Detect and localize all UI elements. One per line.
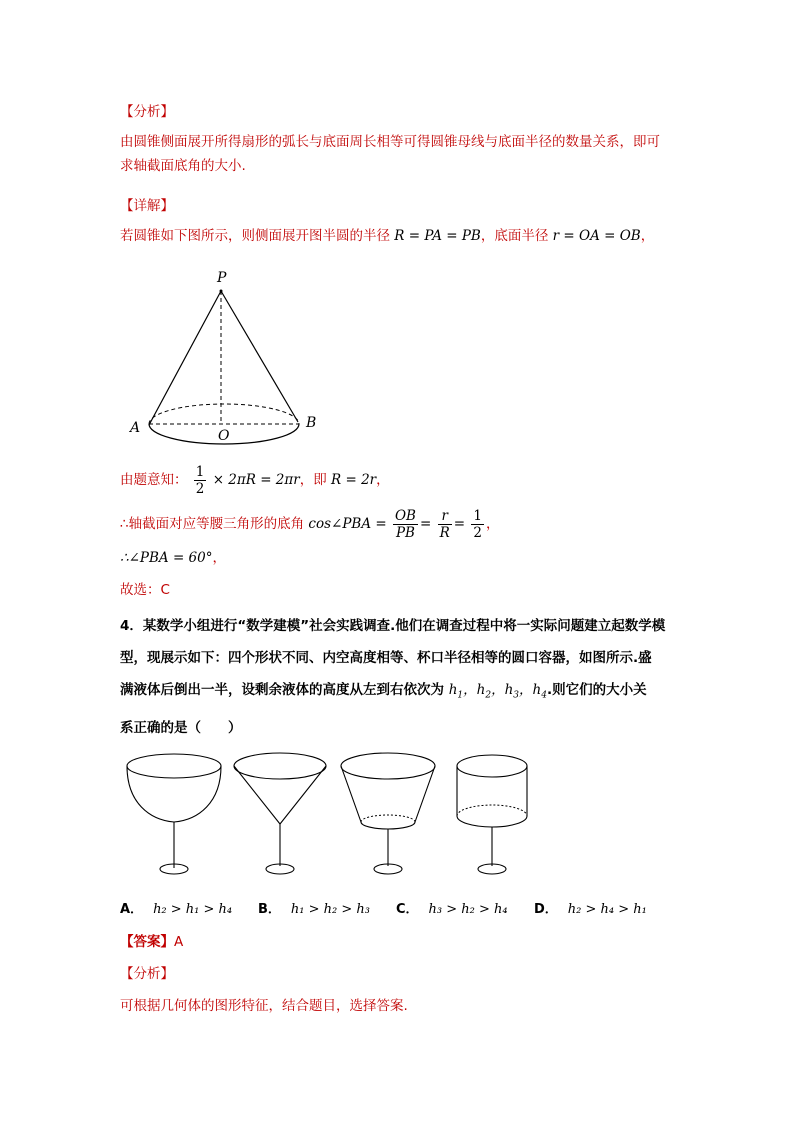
fraction-num: 1 xyxy=(195,463,205,480)
fraction-r-R xyxy=(438,508,452,541)
solution-line1 xyxy=(120,462,680,498)
cone-label-p: P xyxy=(217,270,227,286)
answer-line xyxy=(120,930,680,954)
choice-line xyxy=(120,578,680,602)
solution-line1-expr: × 2πR = 2πr xyxy=(212,472,300,488)
cone-figure xyxy=(120,262,340,452)
solution-line1-prefix: 由题意知： xyxy=(120,472,188,488)
fraction-num: r xyxy=(438,508,452,525)
solution-line1-result: R = 2r xyxy=(331,472,377,488)
solution-line2-end: ， xyxy=(485,516,500,532)
choice-label: 故选： xyxy=(120,582,161,598)
option-a-letter: A． xyxy=(120,902,144,917)
fraction-den: 2 xyxy=(195,480,205,497)
fraction-den: PB xyxy=(395,524,415,541)
detail-end: ， xyxy=(640,228,655,244)
option-a xyxy=(120,898,232,917)
option-d-text: h₂ > h₄ > h₁ xyxy=(567,902,647,917)
h-variables: $h_1$，$h_2$，$h_3$，$h_4$ xyxy=(448,682,547,701)
answer-tag: 【答案】 xyxy=(120,934,174,950)
container-cone xyxy=(234,753,326,874)
container-frustum xyxy=(341,753,435,874)
fraction-ob-pb xyxy=(393,508,418,541)
detail-tag: 【详解】 xyxy=(120,198,174,214)
option-c-letter: C． xyxy=(396,902,419,917)
solution-line3-eq: ∴∠PBA = 60° xyxy=(120,550,213,566)
option-b-letter: B． xyxy=(258,902,281,917)
solution-line3 xyxy=(120,546,680,570)
question4-line3-suffix: .则它们的大小关 xyxy=(546,682,647,698)
fraction-one-half xyxy=(471,508,484,541)
detail-text xyxy=(120,224,680,248)
solution-line2: ∴轴截面对应等腰三角形的底角 cos∠PBA = $\frac{OB}{PB}$ = $\frac{r}{R}$ = $\frac{1}{2}$ ， xyxy=(120,507,500,541)
analysis-tag: 【分析】 xyxy=(120,104,174,120)
question4-line1: 4．某数学小组进行“数学建模”社会实践调查.他们在调查过程中将一实际问题建立起数学模 xyxy=(120,618,666,634)
solution-line1-mid: ，即 xyxy=(299,472,327,488)
detail-mid: ，底面半径 xyxy=(480,228,549,244)
fraction-half xyxy=(194,464,207,497)
fraction-den: R xyxy=(439,524,450,541)
solution-line1-end: ， xyxy=(376,472,390,488)
containers-figure xyxy=(120,748,540,883)
container-hemisphere xyxy=(127,754,221,874)
option-d xyxy=(534,898,647,917)
detail-r-equation: r = OA = OB xyxy=(552,228,641,244)
question4-line3-prefix: 满液体后倒出一半，设剩余液体的高度从左到右依次为 xyxy=(120,682,444,698)
question4-line2: 型，现展示如下：四个形状不同、内空高度相等、杯口半径相等的圆口容器，如图所示.盛 xyxy=(120,650,652,666)
solution-line2-prefix: ∴轴截面对应等腰三角形的底角 xyxy=(120,516,305,532)
option-c xyxy=(396,898,508,917)
q4-analysis-text: 可根据几何体的图形特征，结合题目，选择答案. xyxy=(120,998,408,1014)
option-b xyxy=(258,898,370,917)
analysis-text-line1: 由圆锥侧面展开所得扇形的弧长与底面周长相等可得圆锥母线与底面半径的数量关系，即可 xyxy=(120,134,660,150)
detail-R-equation: R = PA = PB xyxy=(394,228,481,244)
question4-line4: 系正确的是（ ） xyxy=(120,719,242,736)
analysis-text-line2: 求轴截面底角的大小. xyxy=(120,158,246,174)
q4-analysis-tag: 【分析】 xyxy=(120,966,174,982)
cone-label-a: A xyxy=(130,420,141,436)
answer-value: A xyxy=(174,934,184,950)
option-b-text: h₁ > h₂ > h₃ xyxy=(290,902,370,917)
solution-line2-cos: cos∠PBA = xyxy=(308,516,387,532)
fraction-num: OB xyxy=(394,507,416,524)
cone-label-o: O xyxy=(218,428,230,444)
option-d-letter: D． xyxy=(534,902,558,917)
question4-line3 xyxy=(120,674,680,712)
container-cylinder xyxy=(457,755,527,874)
option-c-text: h₃ > h₂ > h₄ xyxy=(428,902,508,917)
solution-line3-end: ， xyxy=(212,550,226,566)
fraction-num: 1 xyxy=(473,507,482,524)
cone-label-b: B xyxy=(306,415,317,431)
detail-prefix: 若圆锥如下图所示，则侧面展开图半圆的半径 xyxy=(120,228,390,244)
choice-value: C xyxy=(160,582,170,598)
fraction-den: 2 xyxy=(473,524,482,541)
option-a-text: h₂ > h₁ > h₄ xyxy=(153,902,233,917)
